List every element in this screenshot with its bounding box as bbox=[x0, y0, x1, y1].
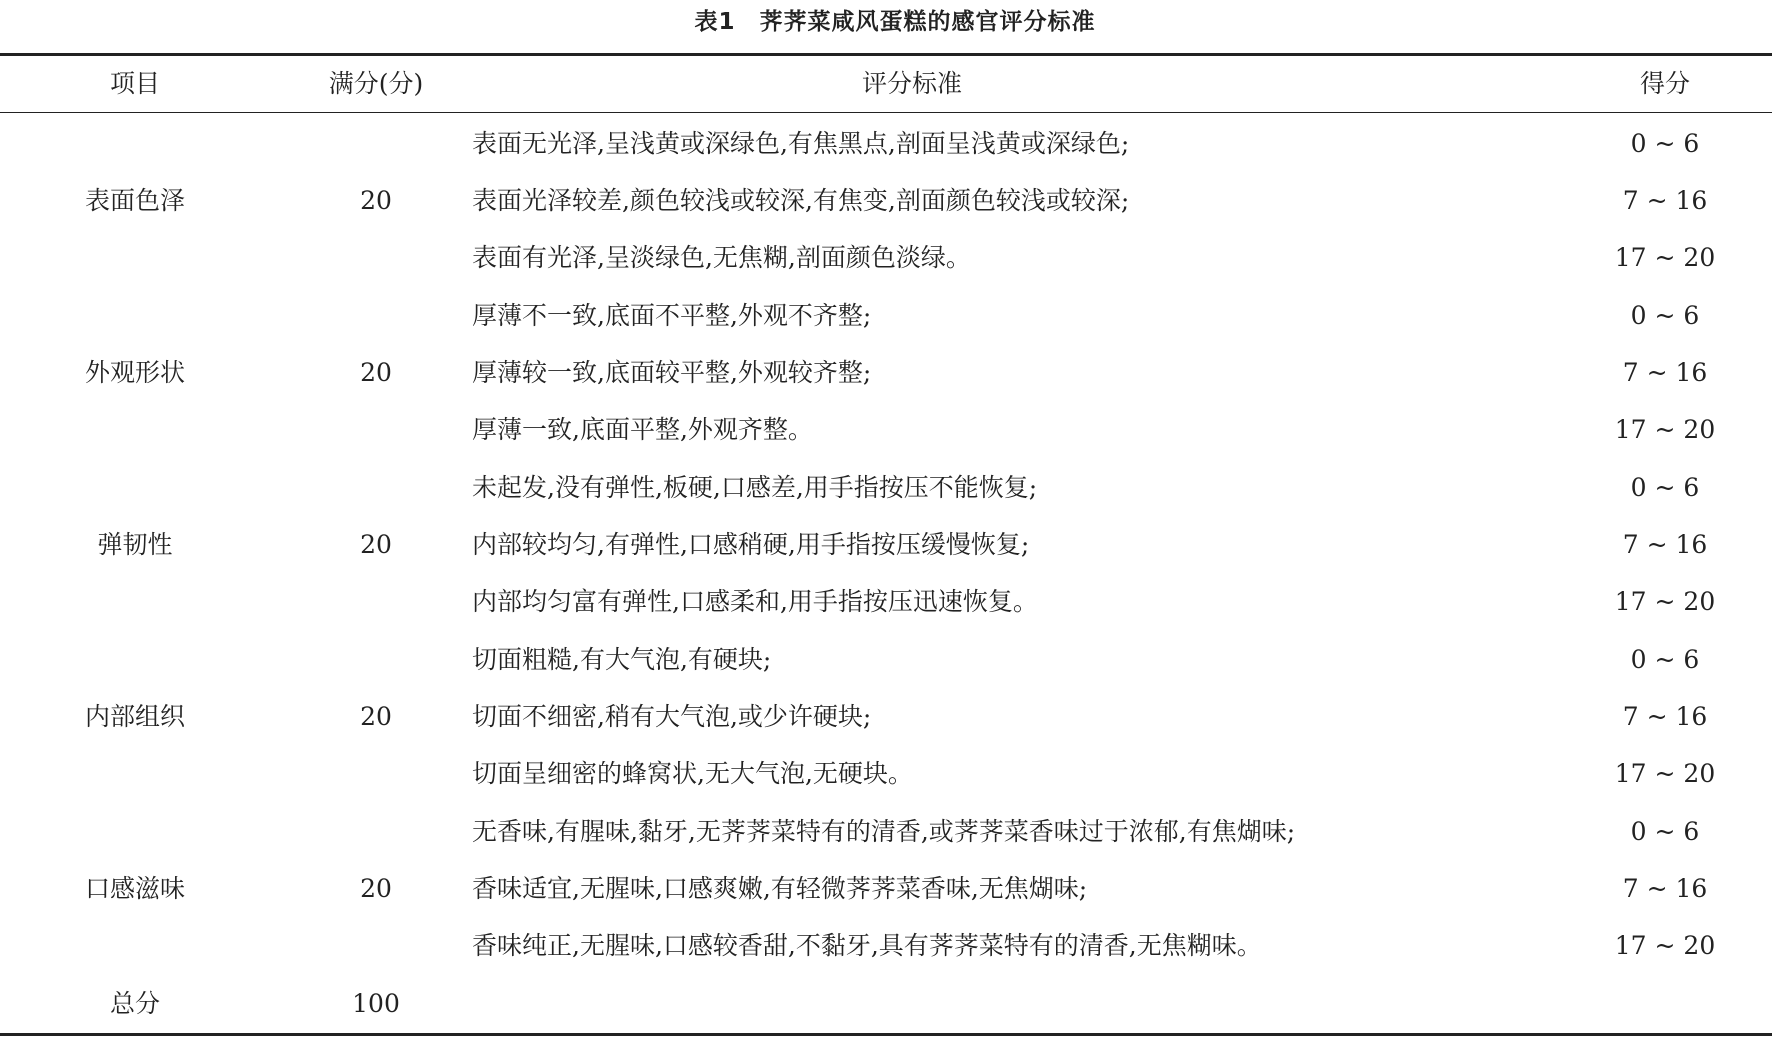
group-item-name: 外观形状 bbox=[84, 358, 185, 387]
table-row bbox=[0, 516, 1790, 573]
table-row bbox=[0, 917, 1790, 974]
score-range: 17 ~ 20 bbox=[1614, 587, 1716, 616]
total-row bbox=[0, 975, 1790, 1032]
criterion-text: 厚薄不一致,底面不平整,外观不齐整; bbox=[472, 301, 872, 330]
score-range: 7 ~ 16 bbox=[1622, 358, 1708, 387]
table-number: 表1 bbox=[694, 9, 736, 35]
score-range: 17 ~ 20 bbox=[1614, 931, 1716, 960]
criterion-text: 内部均匀富有弹性,口感柔和,用手指按压迅速恢复。 bbox=[472, 587, 1038, 616]
score-range: 0 ~ 6 bbox=[1630, 817, 1700, 846]
table-title: 荠荠菜咸风蛋糕的感官评分标准 bbox=[759, 9, 1096, 35]
criterion-text: 无香味,有腥味,黏牙,无荠荠菜特有的清香,或荠荠菜香味过于浓郁,有焦煳味; bbox=[472, 817, 1296, 846]
table-row bbox=[0, 459, 1790, 516]
table-row bbox=[0, 344, 1790, 401]
group-item-name: 内部组织 bbox=[84, 702, 185, 731]
criterion-text: 切面不细密,稍有大气泡,或少许硬块; bbox=[472, 702, 872, 731]
table-group bbox=[0, 631, 1790, 803]
group-full-score: 20 bbox=[360, 874, 392, 903]
criterion-text: 香味纯正,无腥味,口感较香甜,不黏牙,具有荠荠菜特有的清香,无焦糊味。 bbox=[472, 931, 1262, 960]
table-row bbox=[0, 573, 1790, 630]
table-caption bbox=[0, 2, 1790, 42]
table-group bbox=[0, 115, 1790, 287]
group-full-score: 20 bbox=[360, 358, 392, 387]
table-header-rule bbox=[0, 112, 1772, 113]
criterion-text: 厚薄一致,底面平整,外观齐整。 bbox=[472, 415, 813, 444]
table-row bbox=[0, 688, 1790, 745]
table-body bbox=[0, 115, 1790, 1032]
group-full-score: 20 bbox=[360, 702, 392, 731]
criterion-text: 表面无光泽,呈浅黄或深绿色,有焦黑点,剖面呈浅黄或深绿色; bbox=[472, 129, 1130, 158]
table-top-rule bbox=[0, 53, 1772, 56]
score-range: 7 ~ 16 bbox=[1622, 702, 1708, 731]
score-range: 17 ~ 20 bbox=[1614, 415, 1716, 444]
criterion-text: 未起发,没有弹性,板硬,口感差,用手指按压不能恢复; bbox=[472, 473, 1038, 502]
criterion-text: 厚薄较一致,底面较平整,外观较齐整; bbox=[472, 358, 872, 387]
total-value: 100 bbox=[352, 989, 400, 1018]
header-full-score: 满分(分) bbox=[328, 69, 424, 98]
criterion-text: 香味适宜,无腥味,口感爽嫩,有轻微荠荠菜香味,无焦煳味; bbox=[472, 874, 1088, 903]
score-range: 17 ~ 20 bbox=[1614, 759, 1716, 788]
table-group bbox=[0, 459, 1790, 631]
score-range: 7 ~ 16 bbox=[1622, 530, 1708, 559]
table-group bbox=[0, 287, 1790, 459]
total-label: 总分 bbox=[109, 989, 160, 1018]
score-range: 7 ~ 16 bbox=[1622, 874, 1708, 903]
score-range: 7 ~ 16 bbox=[1622, 186, 1708, 215]
score-range: 17 ~ 20 bbox=[1614, 243, 1716, 272]
group-full-score: 20 bbox=[360, 530, 392, 559]
criterion-text: 切面呈细密的蜂窝状,无大气泡,无硬块。 bbox=[472, 759, 913, 788]
group-full-score: 20 bbox=[360, 186, 392, 215]
table-row bbox=[0, 803, 1790, 860]
table-row bbox=[0, 172, 1790, 229]
group-item-name: 表面色泽 bbox=[84, 186, 185, 215]
score-range: 0 ~ 6 bbox=[1630, 473, 1700, 502]
table-row bbox=[0, 115, 1790, 172]
table-row bbox=[0, 631, 1790, 688]
criterion-text: 表面光泽较差,颜色较浅或较深,有焦变,剖面颜色较浅或较深; bbox=[472, 186, 1130, 215]
header-criteria: 评分标准 bbox=[861, 69, 962, 98]
score-range: 0 ~ 6 bbox=[1630, 301, 1700, 330]
table-group bbox=[0, 803, 1790, 975]
score-range: 0 ~ 6 bbox=[1630, 645, 1700, 674]
table-row bbox=[0, 745, 1790, 802]
criterion-text: 内部较均匀,有弹性,口感稍硬,用手指按压缓慢恢复; bbox=[472, 530, 1030, 559]
group-item-name: 弹韧性 bbox=[97, 530, 173, 559]
score-range: 0 ~ 6 bbox=[1630, 129, 1700, 158]
table-row bbox=[0, 287, 1790, 344]
header-item: 项目 bbox=[109, 69, 160, 98]
table-row bbox=[0, 401, 1790, 458]
group-item-name: 口感滋味 bbox=[84, 874, 185, 903]
table-bottom-rule bbox=[0, 1033, 1772, 1036]
criterion-text: 表面有光泽,呈淡绿色,无焦糊,剖面颜色淡绿。 bbox=[472, 243, 971, 272]
header-score: 得分 bbox=[1639, 69, 1690, 98]
criterion-text: 切面粗糙,有大气泡,有硬块; bbox=[472, 645, 772, 674]
table-row bbox=[0, 860, 1790, 917]
table-row bbox=[0, 229, 1790, 286]
